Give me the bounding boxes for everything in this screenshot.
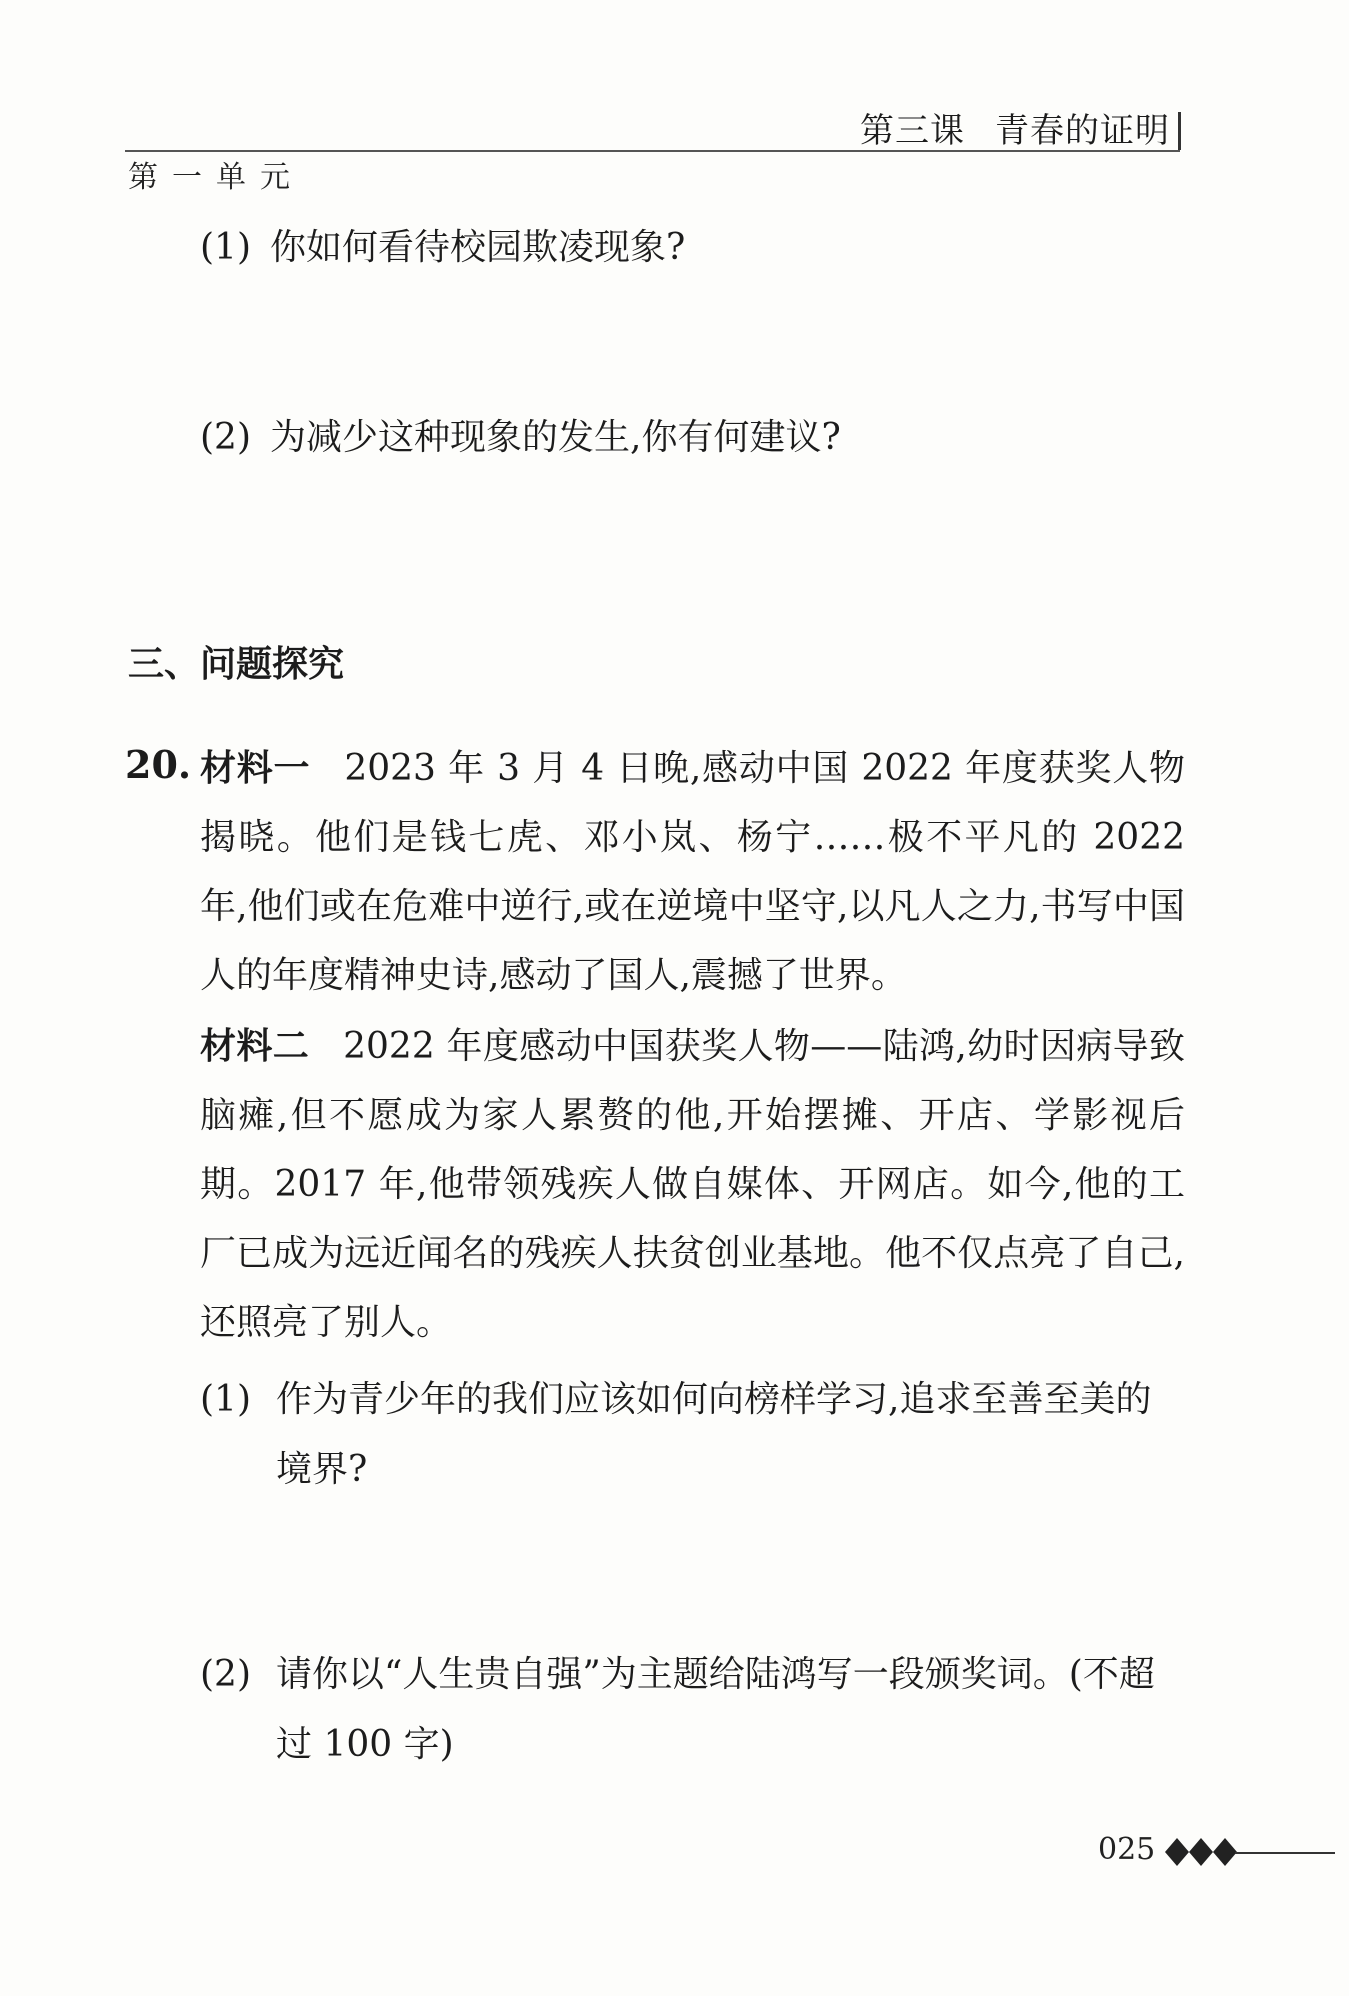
- sub-question-1: [200, 1365, 1185, 1505]
- unit-label: 第一单元: [128, 160, 304, 195]
- material-two-label: 材料二: [200, 1026, 310, 1067]
- question-text: 为减少这种现象的发生,你有何建议?: [270, 417, 841, 458]
- question-number: (1): [200, 227, 251, 268]
- question-text: 作为青少年的我们应该如何向榜样学习,追求至善至美的境界?: [276, 1379, 1152, 1490]
- top-question-2: [200, 414, 841, 462]
- top-question-1: [200, 224, 685, 272]
- material-one: [200, 734, 1185, 1010]
- material-two: [200, 1012, 1185, 1357]
- lesson-number: 第三课: [860, 111, 965, 151]
- lesson-header: [860, 112, 1181, 150]
- diamond-ornament-icon: [1165, 1838, 1237, 1866]
- sub-question-2: [200, 1640, 1185, 1780]
- footer-rule: [1235, 1852, 1335, 1854]
- question-text: 你如何看待校园欺凌现象?: [270, 227, 686, 268]
- question-text: 请你以“人生贵自强”为主题给陆鸿写一段颁奖词。(不超过 100 字): [276, 1654, 1155, 1765]
- question-number: (2): [200, 1654, 251, 1695]
- problem-number: 20.: [125, 742, 192, 787]
- question-number: (1): [200, 1379, 251, 1420]
- material-one-label: 材料一: [200, 748, 311, 789]
- material-one-text: 2023 年 3 月 4 日晚,感动中国 2022 年度获奖人物揭晓。他们是钱七虎、邓小岚、杨宁……极不平凡的 2022 年,他们或在危难中逆行,或在逆境中坚守,以凡人之力,书写中国人的年度精神史诗,感动了国人,震撼了世界。: [200, 748, 1185, 996]
- material-two-text: 2022 年度感动中国获奖人物——陆鸿,幼时因病导致脑瘫,但不愿成为家人累赘的他,开始摆摊、开店、学影视后期。2017 年,他带领残疾人做自媒体、开网店。如今,他的工厂已成为远近闻名的残疾人扶贫创业基地。他不仅点亮了自己,还照亮了别人。: [200, 1026, 1185, 1343]
- lesson-title: 青春的证明: [995, 111, 1170, 151]
- page-number: 025: [1098, 1832, 1156, 1867]
- section-title: 三、问题探究: [128, 644, 345, 685]
- question-number: (2): [200, 417, 251, 458]
